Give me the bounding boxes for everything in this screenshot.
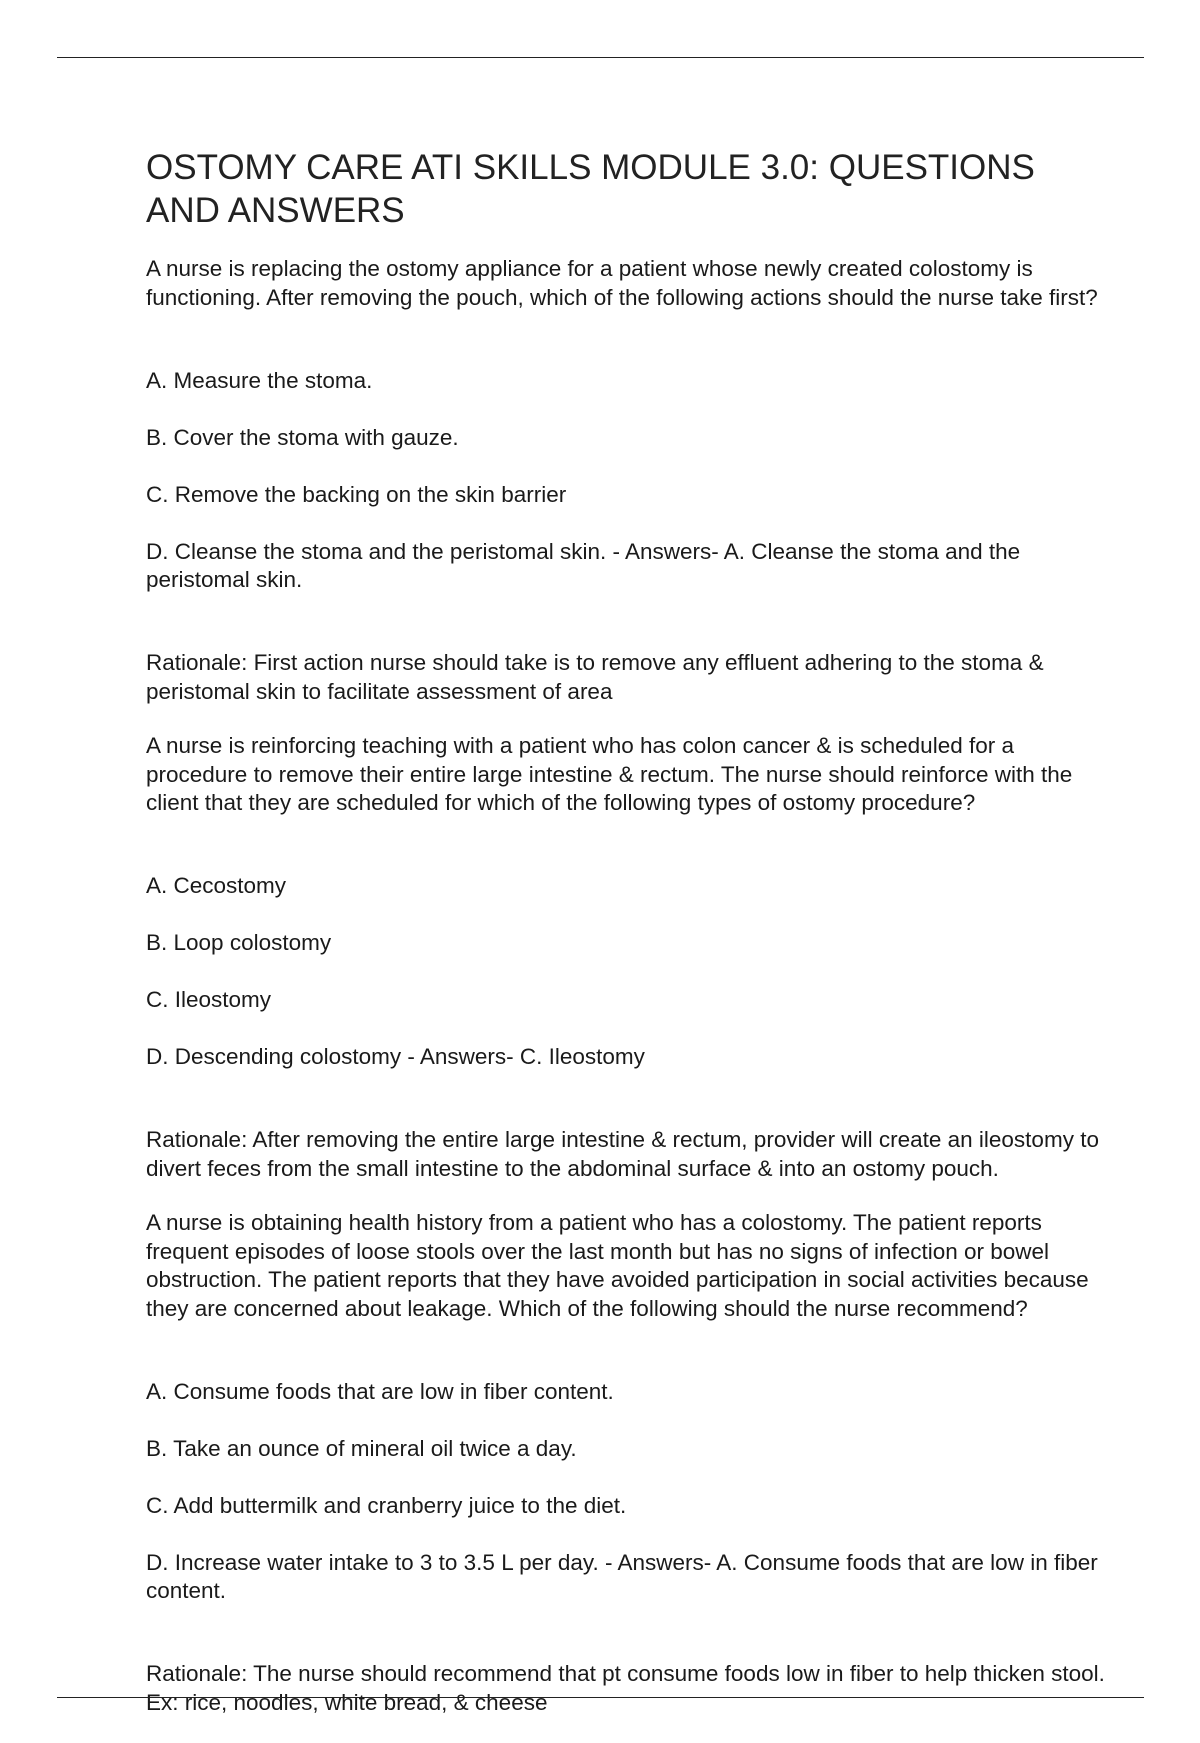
document-page [146, 146, 1106, 1743]
question-text: A nurse is replacing the ostomy appliance for a patient whose newly created colostomy is functioning. After removing the pouch, which of the following actions should the nurse take first? [146, 256, 1098, 310]
answer-options [146, 338, 1106, 623]
option-c: C. Ileostomy [146, 987, 272, 1012]
option-a: A. Measure the stoma. [146, 367, 373, 393]
question-1 [146, 255, 1106, 706]
question-3 [146, 1209, 1106, 1717]
answer-options [146, 1349, 1106, 1634]
option-d-with-answer: D. Increase water intake to 3 to 3.5 L per day. - Answers- A. Consume foods that are low in fiber content. [146, 1549, 1098, 1603]
option-b: B. Cover the stoma with gauze. [146, 424, 459, 450]
top-divider [57, 57, 1144, 58]
question-2 [146, 732, 1106, 1183]
document-title: OSTOMY CARE ATI SKILLS MODULE 3.0: QUESTIONS AND ANSWERS [146, 148, 1035, 230]
rationale: Rationale: First action nurse should take is to remove any effluent adhering to the stoma & peristomal skin to facilitate assessment of area [146, 650, 1044, 704]
question-text: A nurse is obtaining health history from a patient who has a colostomy. The patient reports frequent episodes of loose stools over the last month but has no signs of infection or bowel obstruction. The patient reports that they have avoided participation in social activities because they are concerned about leakage. Which of the following should the nurse recommend? [146, 1210, 1089, 1321]
option-d-with-answer: D. Cleanse the stoma and the peristomal skin. - Answers- A. Cleanse the stoma and the peristomal skin. [146, 538, 1021, 592]
option-d-with-answer: D. Descending colostomy - Answers- C. Ileostomy [146, 1044, 645, 1069]
rationale: Rationale: The nurse should recommend that pt consume foods low in fiber to help thicken stool. Ex: rice, noodles, white bread, & cheese [146, 1661, 1105, 1715]
option-a: A. Consume foods that are low in fiber content. [146, 1378, 614, 1404]
bottom-divider [57, 1697, 1144, 1698]
option-b: B. Take an ounce of mineral oil twice a day. [146, 1435, 577, 1461]
option-c: C. Remove the backing on the skin barrier [146, 481, 567, 507]
option-a: A. Cecostomy [146, 873, 287, 898]
answer-options [146, 844, 1106, 1101]
question-text: A nurse is reinforcing teaching with a patient who has colon cancer & is scheduled for a procedure to remove their entire large intestine & rectum. The nurse should reinforce with the client that they are scheduled for which of the following types of ostomy procedure? [146, 733, 1073, 815]
rationale: Rationale: After removing the entire large intestine & rectum, provider will create an ileostomy to divert feces from the small intestine to the abdominal surface & into an ostomy pouch. [146, 1127, 1099, 1181]
option-c: C. Add buttermilk and cranberry juice to the diet. [146, 1492, 627, 1518]
option-b: B. Loop colostomy [146, 930, 332, 955]
